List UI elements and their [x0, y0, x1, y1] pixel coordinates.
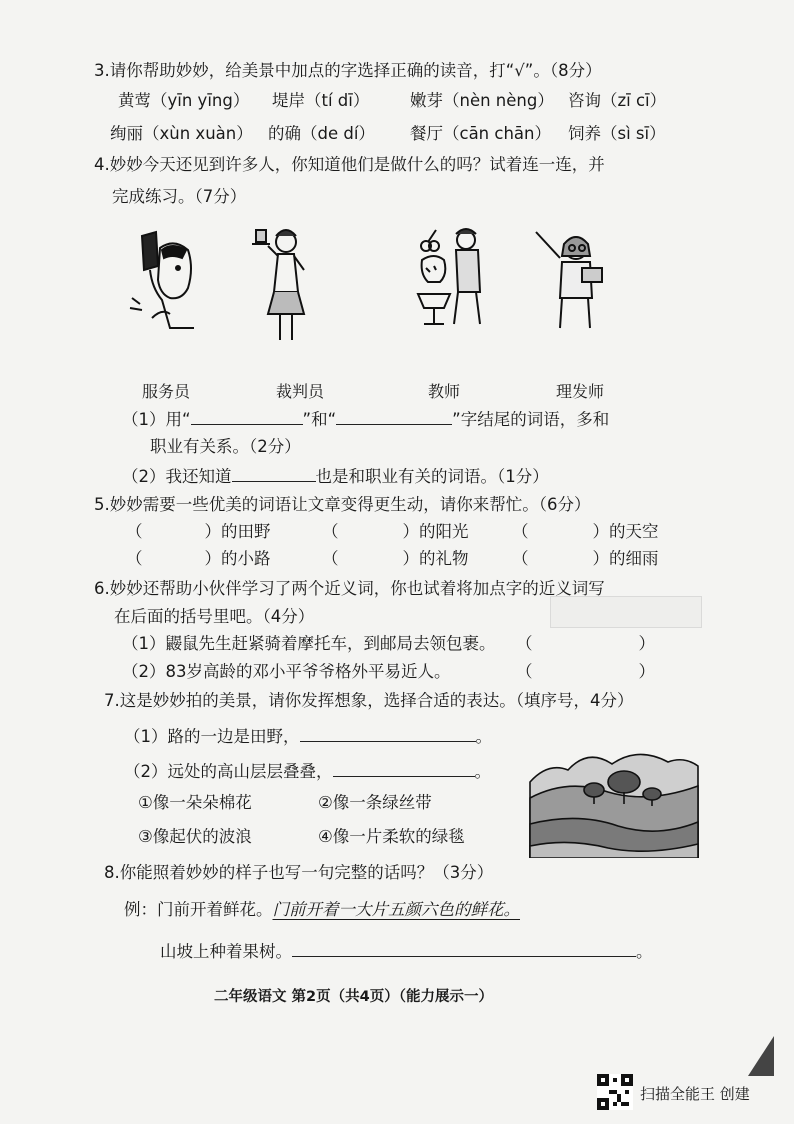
- q5-item[interactable]: （ ）的细雨: [512, 549, 659, 568]
- q7-option: ①像一朵朵棉花: [138, 793, 252, 812]
- q3-option: 的确（de dí）: [268, 124, 375, 143]
- job-label: 理发师: [556, 382, 605, 401]
- q6-title-line1: 6.妙妙还帮助小伙伴学习了两个近义词，你也试着将加点字的近义词写: [94, 579, 605, 598]
- teacher-picture: [532, 228, 610, 332]
- q4-sub2: （2）我还知道 也是和职业有关的词语。（1分）: [122, 467, 549, 486]
- answer-blank[interactable]: [191, 408, 303, 425]
- answer-blank[interactable]: [333, 760, 475, 777]
- q5-item[interactable]: （ ）的天空: [512, 522, 659, 541]
- job-label: 裁判员: [276, 382, 325, 401]
- landscape-picture: [528, 742, 700, 858]
- q7-title: 7.这是妙妙拍的美景，请你发挥想象，选择合适的表达。（填序号，4分）: [104, 691, 634, 710]
- q3-option: 咨询（zī cī）: [568, 91, 667, 110]
- q7-item2: （2）远处的高山层层叠叠， 。: [124, 762, 491, 781]
- q3-option: 饲养（sì sī）: [568, 124, 666, 143]
- q3-option: 黄莺（yīn yīng）: [118, 91, 250, 110]
- q5-item[interactable]: （ ）的田野: [126, 522, 271, 541]
- q3-option: 绚丽（xùn xuàn）: [110, 124, 253, 143]
- q7-option: ③像起伏的波浪: [138, 827, 252, 846]
- q7-option: ④像一片柔软的绿毯: [318, 827, 465, 846]
- q6-answer1[interactable]: （ ）: [516, 634, 655, 653]
- job-label: 服务员: [142, 382, 191, 401]
- q4-sub1: （1）用“ ”和“ ”字结尾的词语，多和: [122, 410, 610, 429]
- q4-title-line2: 完成练习。（7分）: [112, 187, 247, 206]
- q3-title: 3.请你帮助妙妙，给美景中加点的字选择正确的读音，打“√”。（8分）: [94, 61, 602, 80]
- answer-blank[interactable]: [232, 465, 316, 482]
- q3-option: 堤岸（tí dī）: [272, 91, 370, 110]
- q5-title: 5.妙妙需要一些优美的词语让文章变得更生动，请你来帮忙。（6分）: [94, 495, 591, 514]
- referee-picture: [122, 228, 202, 338]
- q7-option: ②像一条绿丝带: [318, 793, 432, 812]
- q6-answer2[interactable]: （ ）: [516, 662, 655, 681]
- q3-option: 餐厅（cān chān）: [410, 124, 551, 143]
- page-corner-shadow: [748, 1036, 774, 1076]
- q5-item[interactable]: （ ）的阳光: [322, 522, 469, 541]
- q8-prompt: 山坡上种着果树。 。: [160, 942, 653, 961]
- barber-picture: [414, 224, 494, 330]
- qr-code-icon: [597, 1074, 633, 1110]
- q6-item2: （2）83岁高龄的邓小平爷爷格外平易近人。: [122, 662, 451, 681]
- answer-blank[interactable]: [292, 940, 636, 957]
- page-footer: 二年级语文 第2页（共4页）（能力展示一）: [214, 989, 493, 1005]
- q3-option: 嫩芽（nèn nèng）: [410, 91, 554, 110]
- handwritten-answer: 门前开着一大片五颜六色的鲜花。: [272, 900, 520, 919]
- q8-example: 例：门前开着鲜花。门前开着一大片五颜六色的鲜花。: [124, 900, 520, 919]
- answer-blank[interactable]: [300, 725, 476, 742]
- q8-title: 8.你能照着妙妙的样子也写一句完整的话吗？（3分）: [104, 863, 494, 882]
- answer-blank[interactable]: [336, 408, 452, 425]
- q6-title-line2: 在后面的括号里吧。（4分）: [114, 607, 315, 626]
- bleed-through-box: [550, 596, 702, 628]
- waiter-picture: [248, 222, 314, 344]
- q4-sub1-line2: 职业有关系。（2分）: [150, 437, 301, 456]
- q5-item[interactable]: （ ）的小路: [126, 549, 271, 568]
- scanner-watermark: 扫描全能王 创建: [640, 1085, 750, 1103]
- job-label: 教师: [428, 382, 461, 401]
- q4-title-line1: 4.妙妙今天还见到许多人，你知道他们是做什么的吗？试着连一连，并: [94, 155, 605, 174]
- q5-item[interactable]: （ ）的礼物: [322, 549, 469, 568]
- q6-item1: （1）鼹鼠先生赶紧骑着摩托车，到邮局去领包裹。: [122, 634, 496, 653]
- q7-item1: （1）路的一边是田野， 。: [124, 727, 492, 746]
